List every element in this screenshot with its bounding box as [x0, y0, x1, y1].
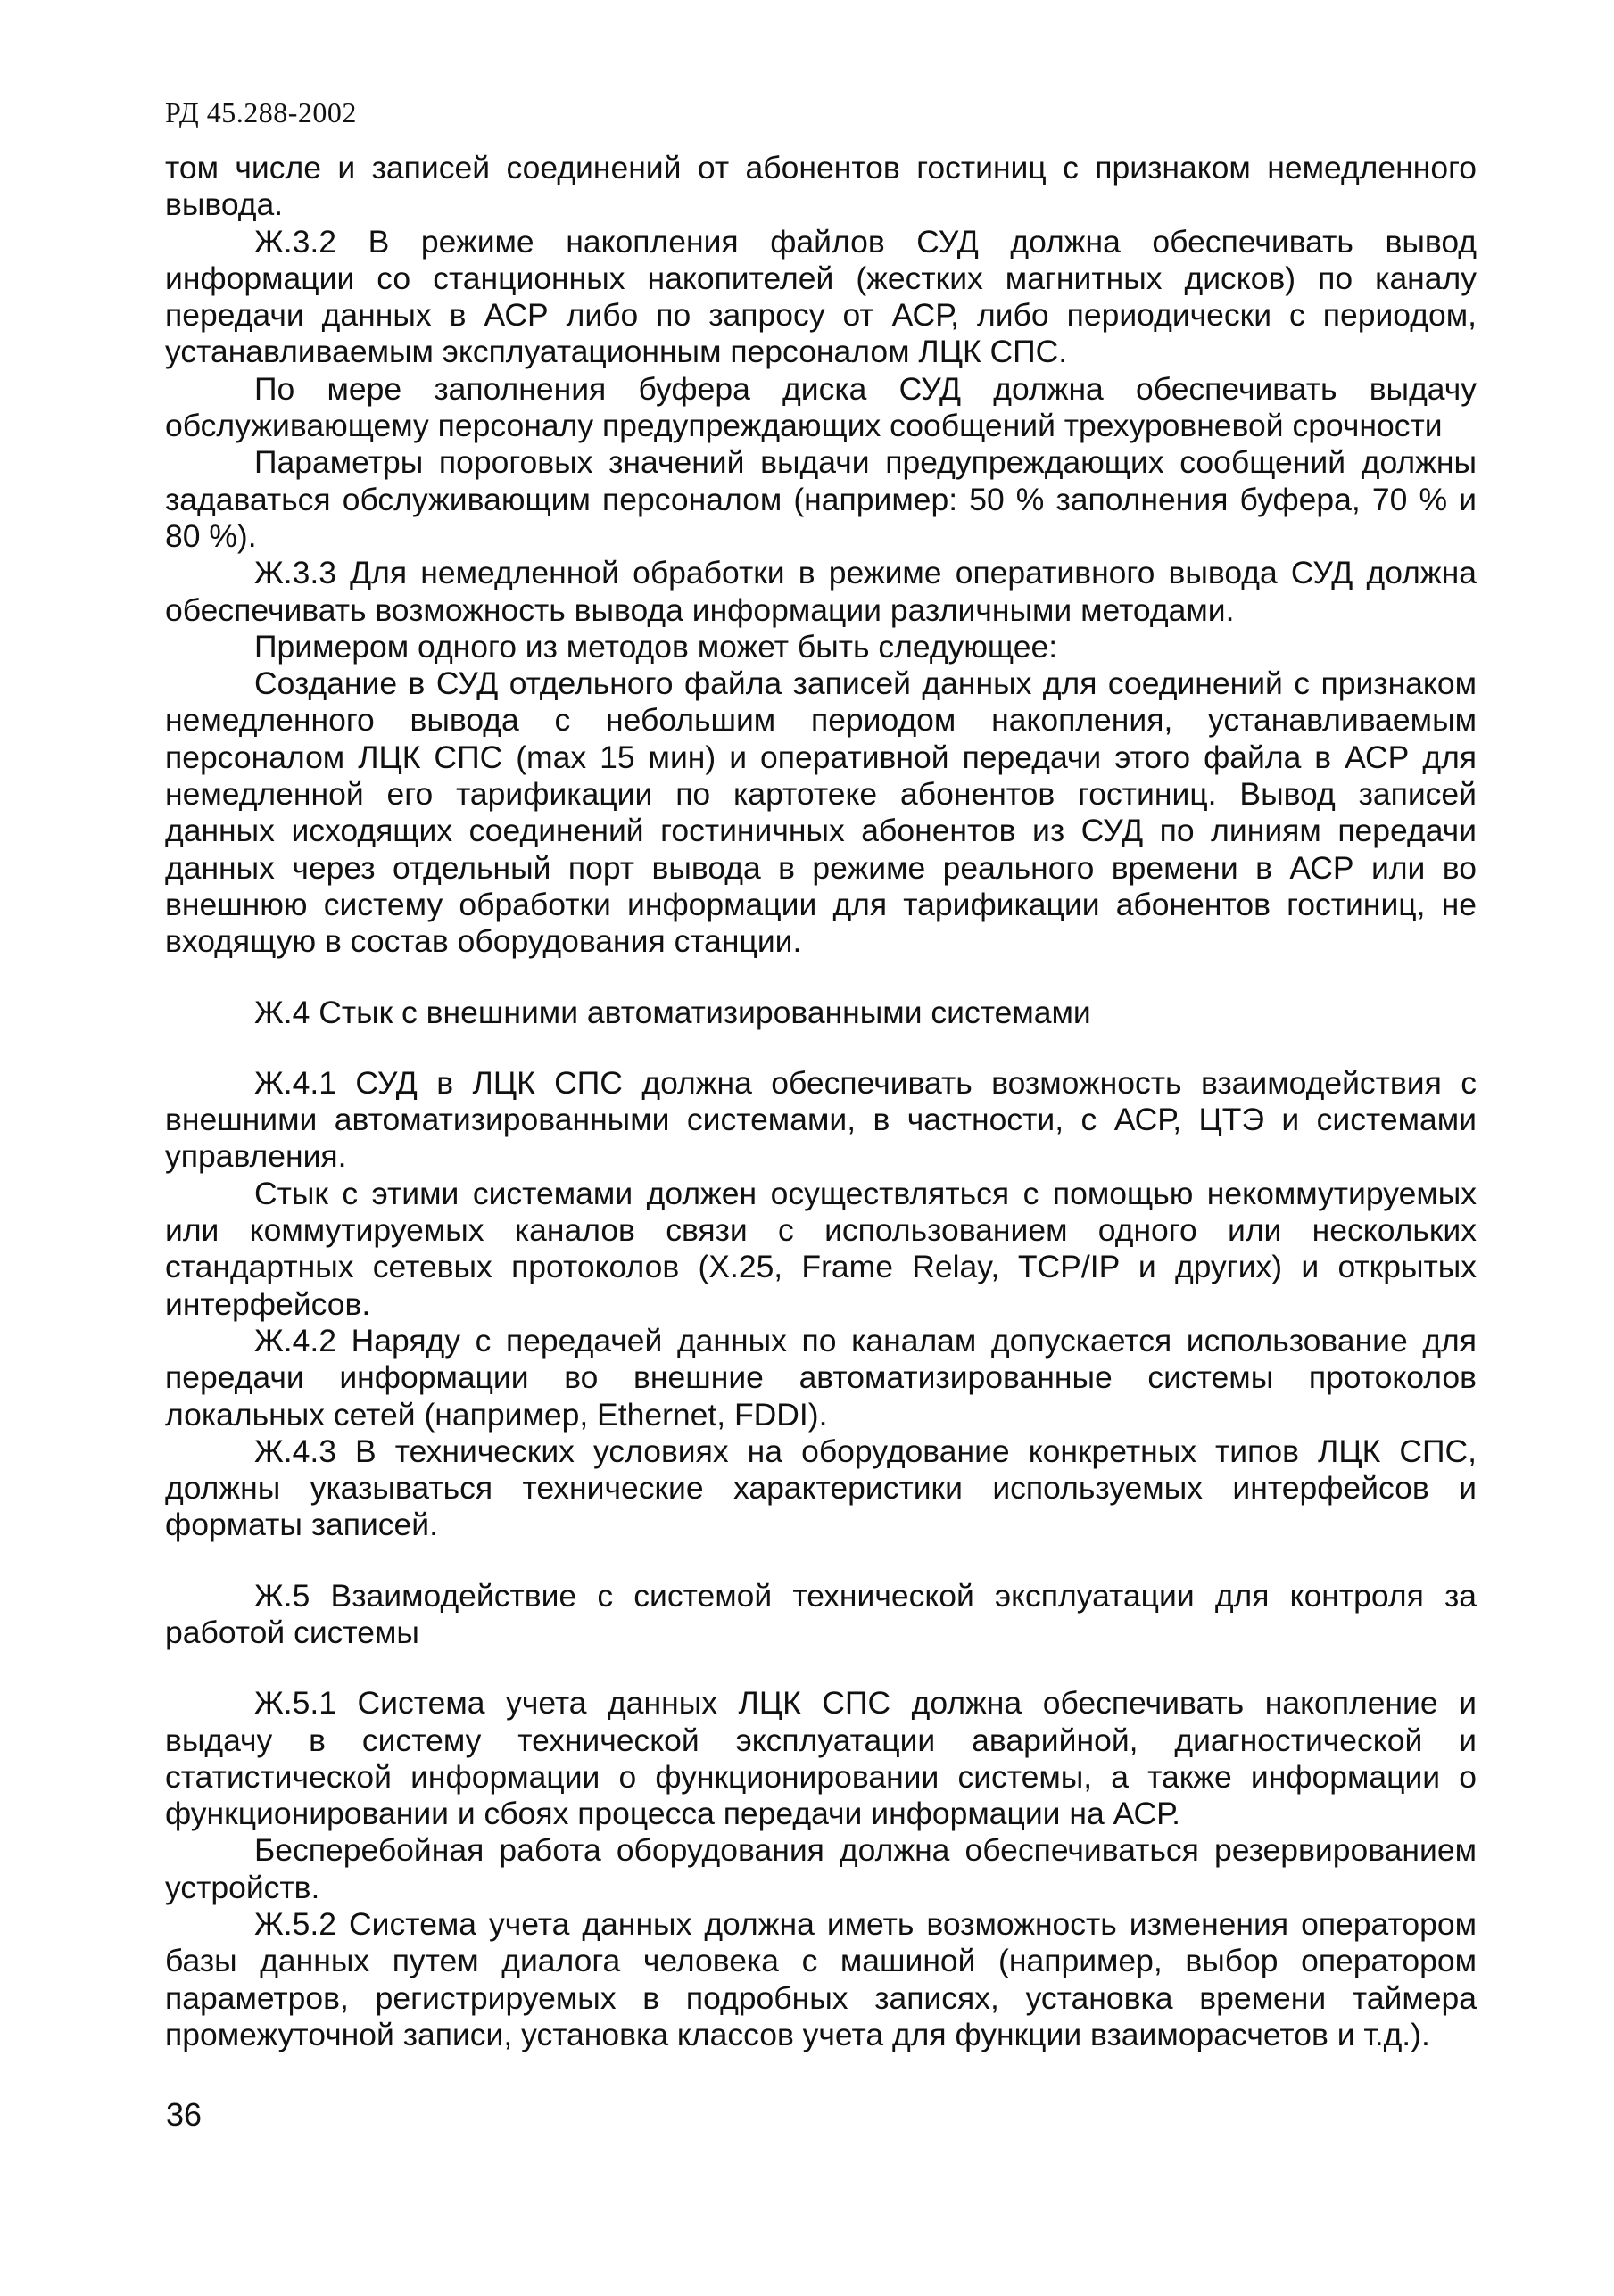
paragraph: Ж.5 Взаимодействие с системой технической эксплуатации для контроля за работой системы: [165, 1577, 1477, 1650]
paragraph: Бесперебойная работа оборудования должна обеспечиваться резервированием устройств.: [165, 1832, 1477, 1905]
document-code-header: РД 45.288-2002: [165, 96, 357, 128]
paragraph: Стык с этими системами должен осуществляться с помощью некоммутируемых или коммутируемых каналов связи с использованием одного или нескольких стандартных сетевых протоколов (X.25, Frame Relay, TCP/IP и других) и открытых интерфейсов.: [165, 1175, 1477, 1322]
paragraph: Ж.5.1 Система учета данных ЛЦК СПС должна обеспечивать накопление и выдачу в систему технической эксплуатации аварийной, диагностической и статистической информации о функционировании системы, а также информации о функционировании и сбоях процесса передачи информации на АСР.: [165, 1685, 1477, 1832]
paragraph: Ж.5.2 Система учета данных должна иметь возможность изменения оператором базы данных путем диалога человека с машиной (например, выбор оператором параметров, регистрируемых в подробных записях, установка времени таймера промежуточной записи, установка классов учета для функции взаиморасчетов и т.д.).: [165, 1906, 1477, 2052]
paragraph: По мере заполнения буфера диска СУД должна обеспечивать выдачу обслуживающему персоналу предупреждающих сообщений трехуровневой срочности: [165, 370, 1477, 444]
paragraph: Ж.3.2 В режиме накопления файлов СУД должна обеспечивать вывод информации со станционных накопителей (жестких магнитных дисков) по каналу передачи данных в АСР либо по запросу от АСР, либо периодически с периодом, устанавливаемым эксплуатационным персоналом ЛЦК СПС.: [165, 223, 1477, 370]
paragraph: Параметры пороговых значений выдачи предупреждающих сообщений должны задаваться обслуживающим персоналом (например: 50 % заполнения буфера, 70 % и 80 %).: [165, 444, 1477, 554]
page-number: 36: [166, 2096, 203, 2133]
paragraph: Ж.4 Стык с внешними автоматизированными системами: [254, 994, 1091, 1030]
document-body: [165, 150, 1477, 2053]
paragraph: Создание в СУД отдельного файла записей данных для соединений с признаком немедленного вывода с небольшим периодом накопления, устанавливаемым персоналом ЛЦК СПС (max 15 мин) и оперативной передачи этого файла в АСР для немедленной его тарификации по картотеке абонентов гостиниц. Вывод записей данных исходящих соединений гостиничных абонентов из СУД по линиям передачи данных через отдельный порт вывода в режиме реального времени в АСР или во внешнюю систему обработки информации для тарификации абонентов гостиниц, не входящую в состав оборудования станции.: [165, 665, 1477, 960]
paragraph: том числе и записей соединений от абонентов гостиниц с признаком немедленного вывода.: [165, 150, 1477, 223]
paragraph: Ж.4.3 В технических условиях на оборудование конкретных типов ЛЦК СПС, должны указываться технические характеристики используемых интерфейсов и форматы записей.: [165, 1433, 1477, 1543]
paragraph: Ж.4.2 Наряду с передачей данных по каналам допускается использование для передачи информации во внешние автоматизированные системы протоколов локальных сетей (например, Ethernet, FDDI).: [165, 1322, 1477, 1433]
paragraph: Ж.3.3 Для немедленной обработки в режиме оперативного вывода СУД должна обеспечивать возможность вывода информации различными методами.: [165, 555, 1477, 628]
paragraph: Ж.4.1 СУД в ЛЦК СПС должна обеспечивать возможность взаимодействия с внешними автоматизированными системами, в частности, с АСР, ЦТЭ и системами управления.: [165, 1064, 1477, 1175]
paragraph: Примером одного из методов может быть следующее:: [254, 628, 1058, 665]
